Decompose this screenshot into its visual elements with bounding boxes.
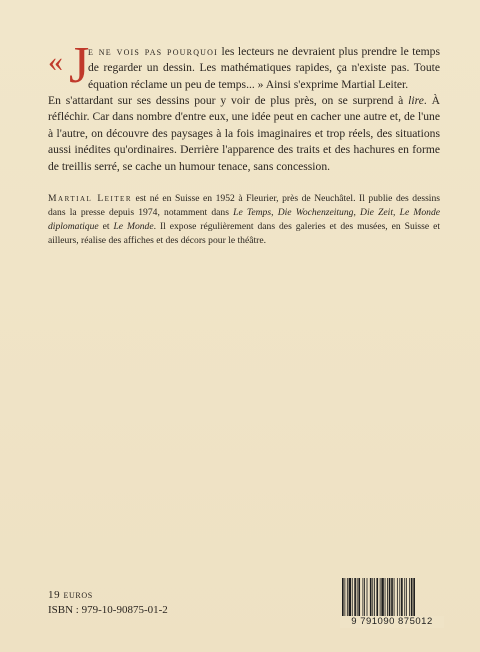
barcode-bar xyxy=(394,578,395,618)
barcode-bar xyxy=(352,578,353,618)
blurb-body xyxy=(48,93,440,175)
isbn: ISBN : 979-10-90875-01-2 xyxy=(48,604,168,616)
barcode-bar xyxy=(381,578,383,618)
bio-text-1: est né en Suisse en 1952 à Fleurier, près de Neuchâtel. Il publie des dessins dans la presse depuis 1974, notamment dans xyxy=(48,193,441,218)
barcode-bar xyxy=(409,578,410,618)
body-text-a: En s'attardant sur ses dessins pour y voir de plus près, on se surprend à xyxy=(48,94,409,107)
barcode-bar xyxy=(367,578,368,618)
blurb-lead-lines xyxy=(88,44,440,93)
isbn-barcode xyxy=(340,578,444,628)
barcode-bar xyxy=(357,578,358,618)
barcode-bar xyxy=(374,578,375,618)
barcode-bar xyxy=(342,578,344,618)
publication-die-zeit: Die Zeit xyxy=(360,207,394,218)
barcode-bar xyxy=(372,578,373,618)
blurb-lead xyxy=(48,37,440,94)
barcode-bar xyxy=(406,578,407,618)
bio-text-2: . Il expose régulièrement dans des galeries et des musées, en Suisse et ailleurs, réalise des affiches et des décors pour le théâtre. xyxy=(48,221,440,246)
price: 19 euros xyxy=(48,589,93,601)
author-name: Martial Leiter xyxy=(48,193,133,204)
barcode-bar xyxy=(397,578,398,618)
price-isbn-block xyxy=(48,588,168,618)
barcode-bar xyxy=(401,578,403,618)
barcode-bar xyxy=(363,578,364,618)
barcode-bar xyxy=(364,578,365,618)
barcode-bar xyxy=(380,578,381,618)
barcode-bar xyxy=(344,578,345,618)
barcode-bar xyxy=(404,578,405,618)
bio-separator: , xyxy=(353,207,361,218)
bio-separator: , xyxy=(393,207,400,218)
blurb-paragraph xyxy=(48,37,440,175)
opening-quote-mark: « xyxy=(48,45,63,78)
barcode-bar xyxy=(354,578,356,618)
barcode-bars-icon xyxy=(340,578,444,618)
publication-die-wochenzeitung: Die Wochenzeitung xyxy=(277,207,354,218)
barcode-bar xyxy=(370,578,372,618)
barcode-bar xyxy=(358,578,360,618)
barcode-bar xyxy=(376,578,378,618)
barcode-bar xyxy=(399,578,400,618)
author-bio xyxy=(48,192,440,248)
publication-le-temps: Le Temps xyxy=(233,207,272,218)
lead-smallcaps: e ne vois pas pourquoi xyxy=(88,45,218,58)
barcode-bar xyxy=(411,578,413,618)
barcode-bar xyxy=(413,578,415,618)
body-emphasis: lire xyxy=(408,94,424,107)
lead-text: les lecteurs ne devraient plus prendre le temps de regarder un dessin. Les mathématiques rapides, ça n'existe pas. Toute équation réclame un peu de temps... » Ainsi s'exprime Martial Leiter. xyxy=(88,45,440,91)
barcode-bar xyxy=(391,578,393,618)
barcode-digits: 9 791090 875012 xyxy=(340,616,444,628)
barcode-bar xyxy=(389,578,391,618)
drop-cap: J xyxy=(69,37,90,94)
body-text-b: . À réfléchir. Car dans nombre d'entre eux, une idée peut en cacher une autre et, de l'une à l'autre, on découvre des paysages à la fois imaginaires et trop réels, des situations aussi inédites qu'ordinaires. Derrière l'apparence des traits et des hachures en forme de treillis serré, se cache un humour tenace, sans concession. xyxy=(48,94,440,173)
barcode-bar xyxy=(385,578,386,618)
barcode-bar xyxy=(347,578,348,618)
bio-separator: et xyxy=(98,221,114,232)
barcode-bar xyxy=(349,578,351,618)
publication-le-monde: Le Monde xyxy=(113,221,154,232)
publication-le-monde-diplomatique: Le Monde diplomatique xyxy=(48,207,441,232)
barcode-bar xyxy=(387,578,388,618)
bio-separator: , xyxy=(271,207,278,218)
